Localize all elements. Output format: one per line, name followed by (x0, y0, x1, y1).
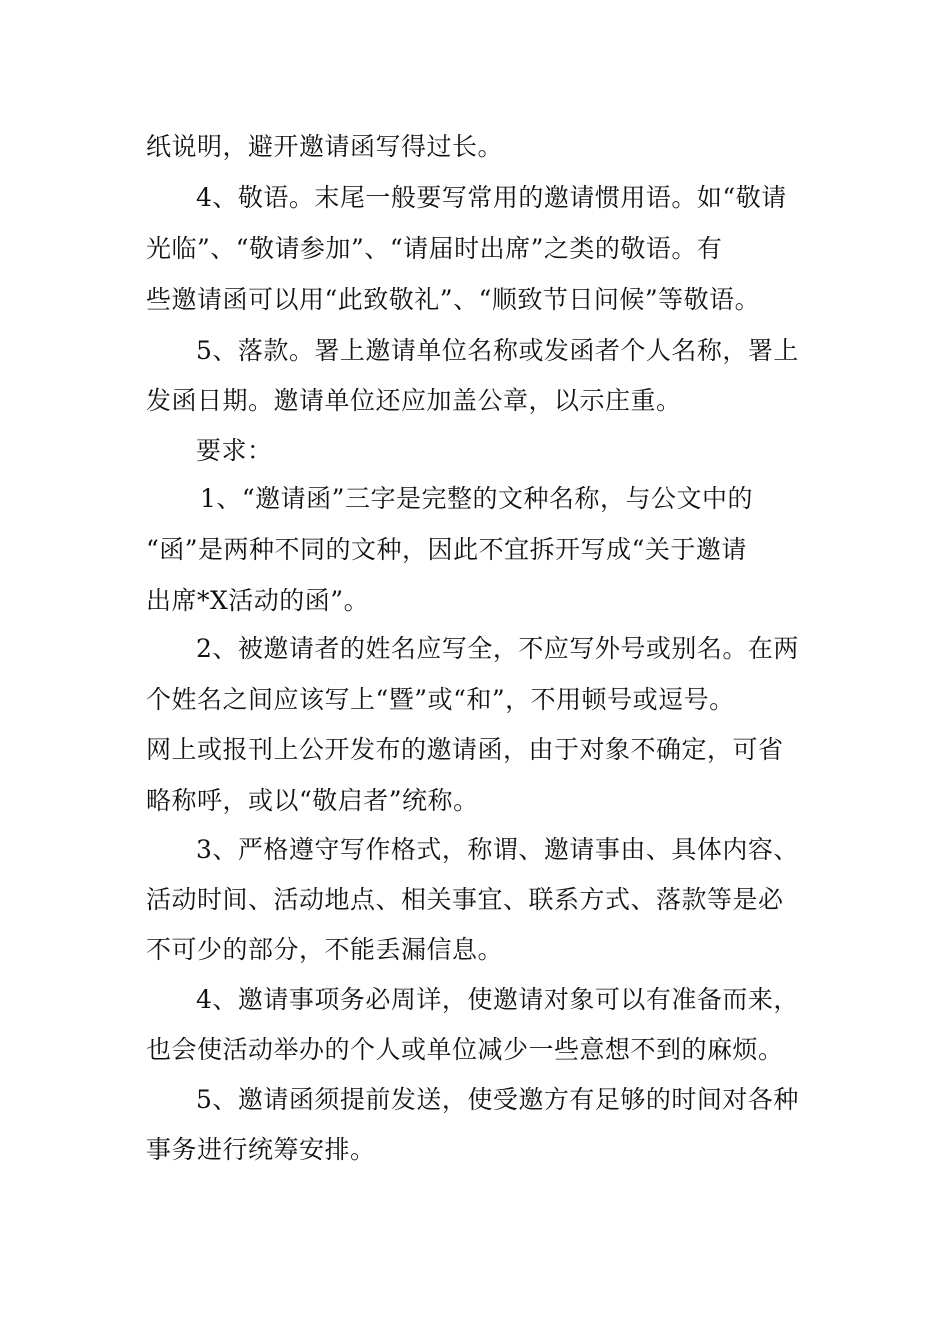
text-line: 4、邀请事项务必周详，使邀请对象可以有准备而来， (196, 985, 799, 1014)
section-heading: 要求： (196, 436, 273, 465)
text-line: 光临”、“敬请参加”、“请届时出席”之类的敬语。有 (146, 234, 723, 263)
text-line: 出席*X活动的函”。 (146, 586, 370, 615)
text-line: 发函日期。邀请单位还应加盖公章，以示庄重。 (146, 386, 682, 415)
text-line: 纸说明，避开邀请函写得过长。 (146, 132, 504, 161)
text-line: 不可少的部分，不能丢漏信息。 (146, 935, 504, 964)
text-line: 5、邀请函须提前发送，使受邀方有足够的时间对各种 (196, 1085, 799, 1114)
text-line: 事务进行统筹安排。 (146, 1135, 376, 1164)
text-line: 略称呼，或以“敬启者”统称。 (146, 786, 479, 815)
text-line: 个姓名之间应该写上“暨”或“和”，不用顿号或逗号。 (146, 685, 735, 714)
text-line: 2、被邀请者的姓名应写全，不应写外号或别名。在两 (196, 634, 799, 663)
text-line: “函”是两种不同的文种，因此不宜拆开写成“关于邀请 (146, 535, 747, 564)
text-line: 1、“邀请函”三字是完整的文种名称，与公文中的 (200, 484, 753, 513)
text-line: 4、敬语。末尾一般要写常用的邀请惯用语。如“敬请 (196, 183, 787, 212)
text-line: 5、落款。署上邀请单位名称或发函者个人名称，署上 (196, 336, 799, 365)
text-line: 些邀请函可以用“此致敬礼”、“顺致节日问候”等敬语。 (146, 285, 761, 314)
text-line: 也会使活动举办的个人或单位减少一些意想不到的麻烦。 (146, 1035, 784, 1064)
text-line: 网上或报刊上公开发布的邀请函，由于对象不确定，可省 (146, 735, 784, 764)
text-line: 3、严格遵守写作格式，称谓、邀请事由、具体内容、 (196, 835, 799, 864)
text-line: 活动时间、活动地点、相关事宜、联系方式、落款等是必 (146, 885, 784, 914)
